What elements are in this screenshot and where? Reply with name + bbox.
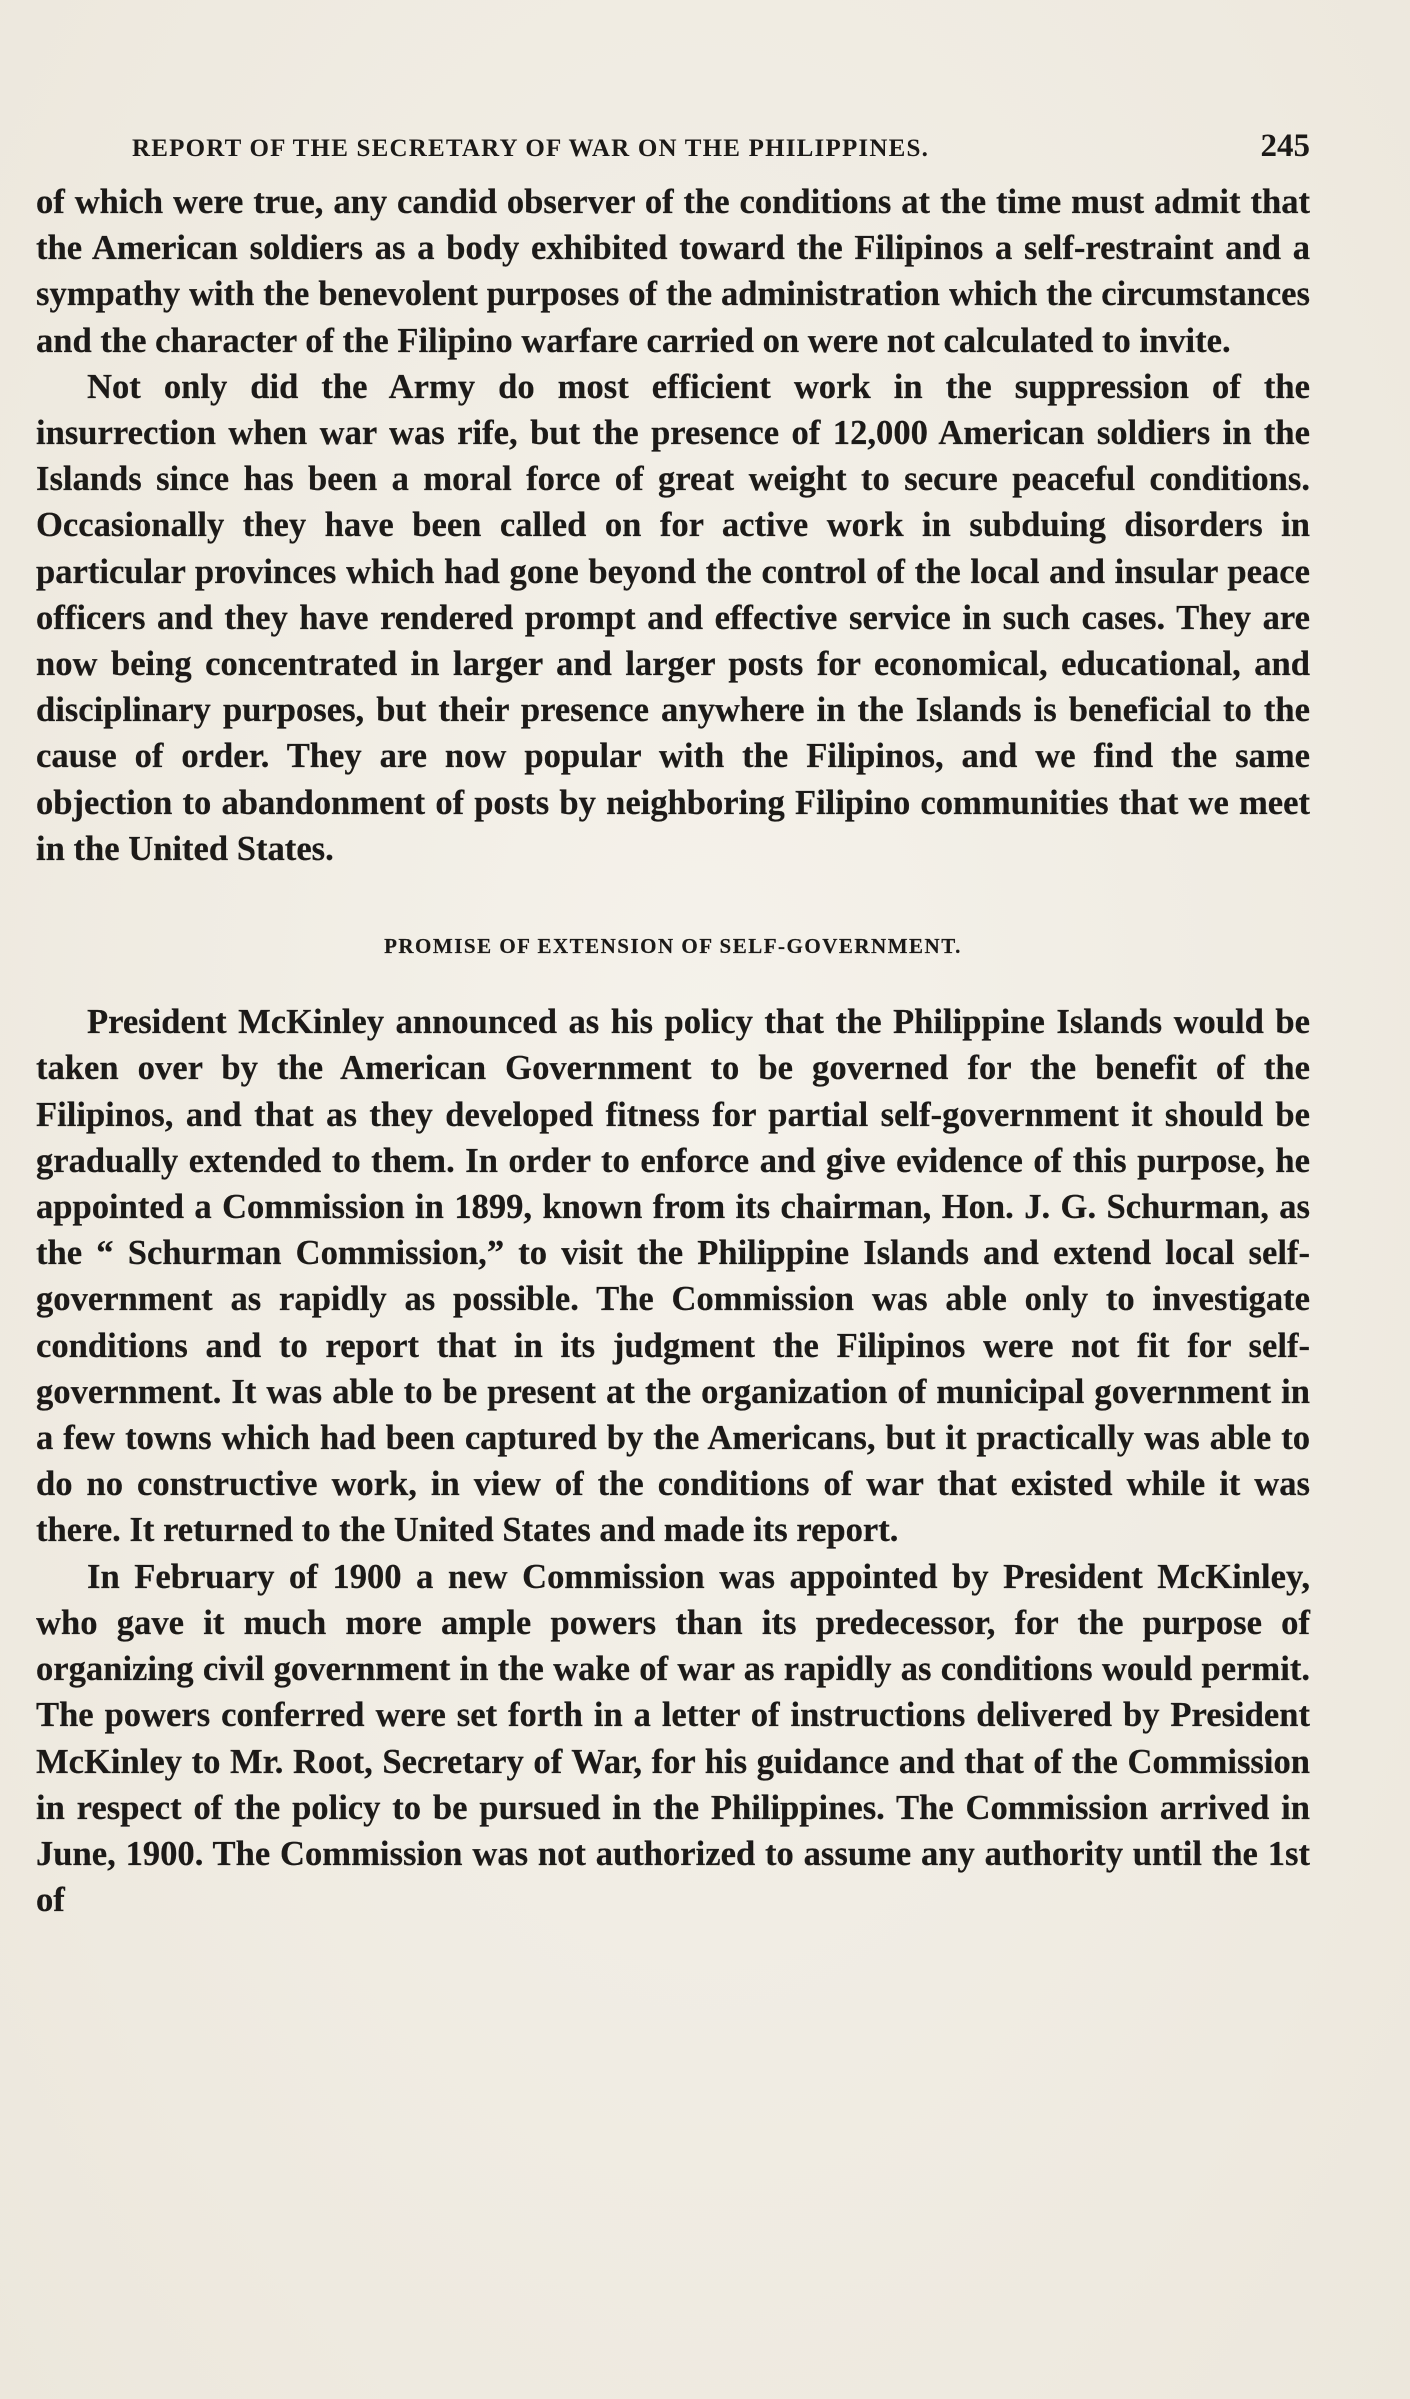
page-number: 245 <box>1260 128 1310 164</box>
paragraph-4: In February of 1900 a new Commission was appointed by President McKinley, who gave it much more ample powers than its predecessor, for the purpose of organizing civil government in the wake of war as rapidly as conditions would permit. The powers conferred were set forth in a letter of instructions delivered by President McKinley to Mr. Root, Secretary of War, for his guidance and that of the Commission in respect of the policy to be pursued in the Philippines. The Commission arrived in June, 1900. The Commission was not authorized to assume any authority until the 1st of <box>36 1557 1310 1920</box>
running-title: REPORT OF THE SECRETARY OF WAR ON THE PHILIPPINES. <box>132 135 930 162</box>
paragraph-1: of which were true, any candid observer of the conditions at the time must admit that the American soldiers as a body exhibited toward the Filipinos a self-restraint and a sympathy with the benevolent purposes of the administration which the circumstances and the character of the Filipino warfare carried on were not calculated to invite. <box>36 183 1310 360</box>
body-text <box>36 179 1310 1923</box>
section-heading: PROMISE OF EXTENSION OF SELF-GOVERNMENT. <box>384 934 962 959</box>
paragraph-2: Not only did the Army do most efficient work in the suppression of the insurrection when war was rife, but the presence of 12,000 American soldiers in the Islands since has been a moral force of great weight to secure peaceful conditions. Occasionally they have been called on for active work in subduing disorders in particular provinces which had gone beyond the control of the local and insular peace officers and they have rendered prompt and effective service in such cases. They are now being concentrated in larger and larger posts for economical, educational, and disciplinary purposes, but their presence anywhere in the Islands is beneficial to the cause of order. They are now popular with the Filipinos, and we find the same objection to abandonment of posts by neighboring Filipino communities that we meet in the United States. <box>36 367 1310 868</box>
paragraph-3: President McKinley announced as his policy that the Philippine Islands would be taken over by the American Government to be governed for the benefit of the Filipinos, and that as they developed fitness for partial self-government it should be gradually extended to them. In order to enforce and give evidence of this purpose, he appointed a Commission in 1899, known from its chairman, Hon. J. G. Schurman, as the “ Schurman Commission,” to visit the Philippine Islands and extend local self-government as rapidly as possible. The Commission was able only to investigate conditions and to report that in its judgment the Filipinos were not fit for self-government. It was able to be present at the organization of municipal government in a few towns which had been captured by the Americans, but it practically was able to do no constructive work, in view of the conditions of war that existed while it was there. It returned to the United States and made its report. <box>36 1003 1310 1550</box>
running-head <box>36 128 1310 165</box>
